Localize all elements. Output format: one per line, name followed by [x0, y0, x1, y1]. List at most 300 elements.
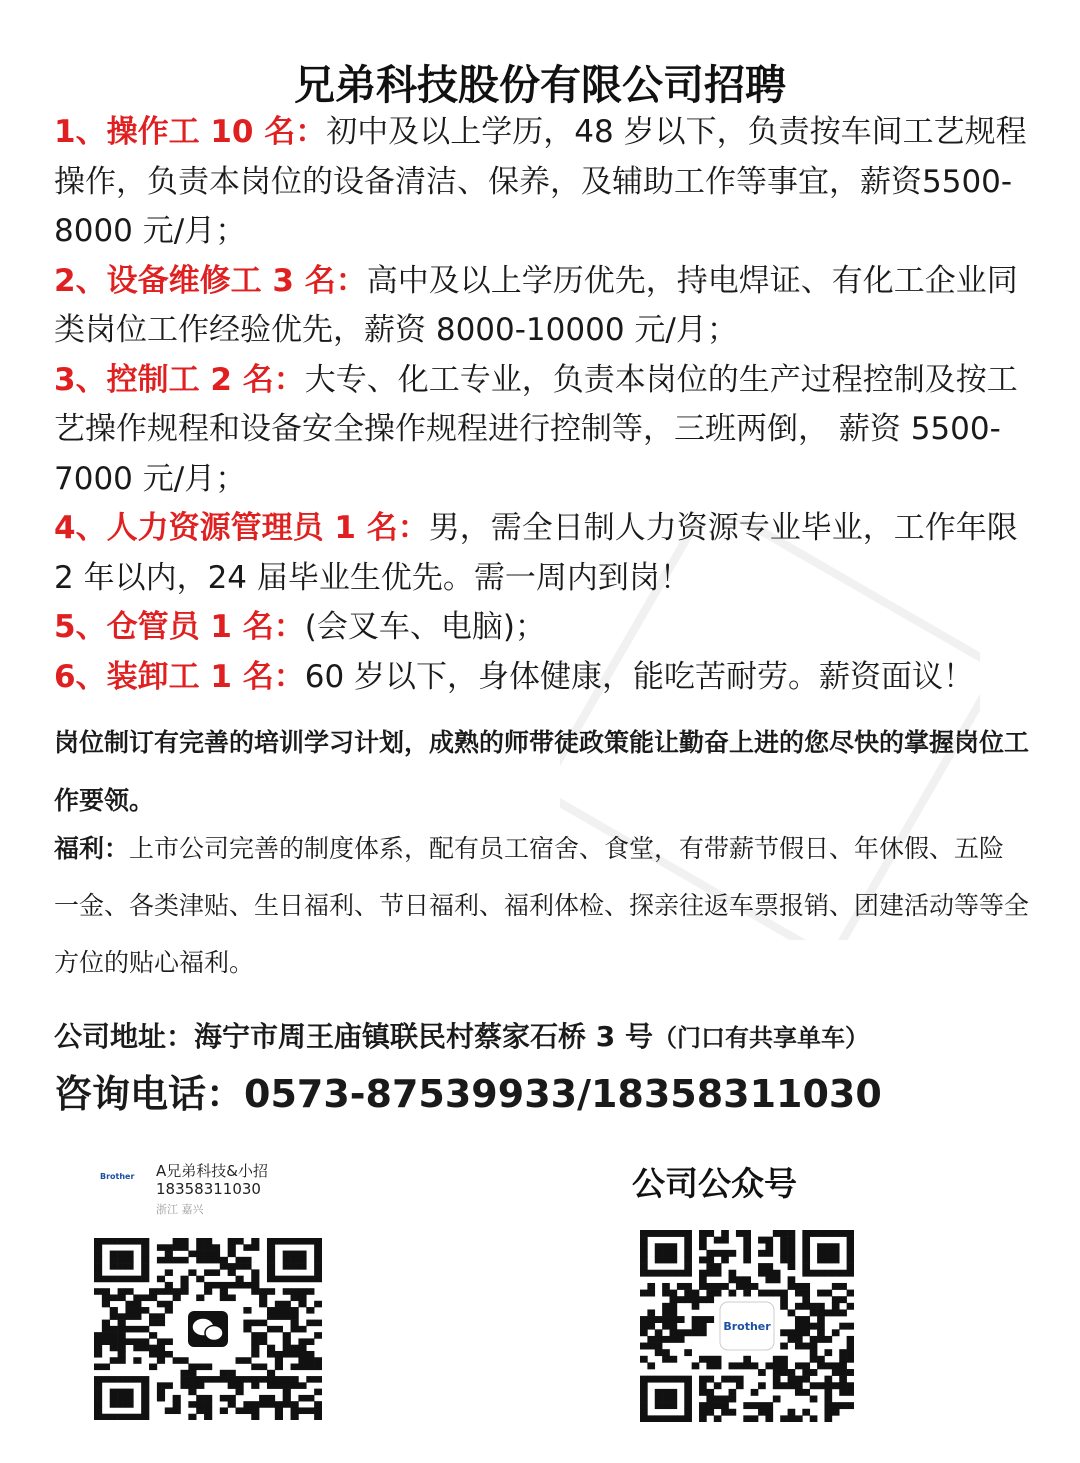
qr-module [94, 1238, 102, 1245]
qr-module [94, 1257, 102, 1264]
qr-module [133, 1338, 141, 1345]
qr-module [251, 1407, 259, 1414]
qr-module [780, 1369, 788, 1376]
qr-module [118, 1320, 126, 1327]
qr-module [780, 1243, 788, 1250]
qr-module [204, 1414, 212, 1420]
qr-module [824, 1230, 832, 1237]
qr-module [180, 1376, 188, 1383]
qr-module [188, 1251, 196, 1258]
qr-module [243, 1401, 251, 1408]
qr-module [118, 1376, 126, 1383]
qr-module [751, 1362, 759, 1369]
qr-module [236, 1263, 244, 1270]
qr-module [810, 1349, 818, 1356]
qr-module [283, 1238, 291, 1245]
qr-module [283, 1307, 291, 1314]
qr-module [196, 1257, 204, 1264]
qr-module [824, 1402, 832, 1409]
qr-module [788, 1415, 796, 1422]
qr-module [110, 1307, 118, 1314]
qr-module [699, 1323, 707, 1330]
job-description: 初中及以上学历，48 岁以下，负责按车间工艺规程操作，负责本岗位的设备清洁、保养，及辅助工作等事宜，薪资5500-8000 元/月； [54, 114, 1027, 249]
qr-module [118, 1238, 126, 1245]
qr-module [795, 1415, 803, 1422]
qr-module [188, 1269, 196, 1276]
qr-module [141, 1251, 149, 1258]
qr-module [802, 1237, 810, 1244]
qr-module [283, 1395, 291, 1402]
qr-module [306, 1338, 314, 1345]
qr-module [165, 1338, 173, 1345]
qr-module [773, 1270, 781, 1277]
qr-module [788, 1250, 796, 1257]
qr-module [220, 1257, 228, 1264]
qr-module [736, 1382, 744, 1389]
qr-module [275, 1276, 283, 1283]
qr-module [670, 1290, 678, 1297]
qr-module [298, 1407, 306, 1414]
qr-module [125, 1313, 133, 1320]
qr-module [802, 1296, 810, 1303]
qr-module [204, 1251, 212, 1258]
qr-module [847, 1369, 854, 1376]
qr-module [640, 1396, 648, 1403]
qr-module [212, 1257, 220, 1264]
qr-module [251, 1332, 259, 1339]
qr-module [706, 1356, 714, 1363]
qr-module [706, 1409, 714, 1416]
qr-module [817, 1256, 825, 1263]
qr-module [94, 1401, 102, 1408]
qr-module [180, 1282, 188, 1289]
qr-module [655, 1389, 663, 1396]
qr-module [118, 1401, 126, 1408]
qr-module [810, 1356, 818, 1363]
qr-module [94, 1407, 102, 1414]
qr-module [824, 1270, 832, 1277]
qr-module [692, 1323, 700, 1330]
qr-module [228, 1282, 236, 1289]
qr-module [788, 1336, 796, 1343]
qr-module [824, 1250, 832, 1257]
qr-module [847, 1382, 854, 1389]
qr-module [773, 1230, 781, 1237]
qr-module [283, 1313, 291, 1320]
qr-module [677, 1283, 685, 1290]
qr-module [259, 1401, 267, 1408]
qr-module [94, 1376, 102, 1383]
qr-module [251, 1376, 259, 1383]
qr-module [817, 1309, 825, 1316]
qr-module [706, 1389, 714, 1396]
qr-module [141, 1294, 149, 1301]
qr-module [259, 1332, 267, 1339]
qr-module [212, 1282, 220, 1289]
qr-module [810, 1343, 818, 1350]
qr-module [251, 1345, 259, 1352]
qr-module [149, 1364, 157, 1371]
qr-module [141, 1307, 149, 1314]
qr-module [251, 1401, 259, 1408]
qr-module [118, 1326, 126, 1333]
qr-module [839, 1296, 847, 1303]
qr-module [228, 1294, 236, 1301]
qr-module [788, 1369, 796, 1376]
qr-module [125, 1288, 133, 1295]
qr-module [204, 1257, 212, 1264]
qr-module [817, 1243, 825, 1250]
qr-module [640, 1382, 648, 1389]
qr-module [839, 1323, 847, 1330]
qr-module [662, 1349, 670, 1356]
qr-module [847, 1323, 854, 1330]
qr-module [149, 1351, 157, 1358]
qr-module [832, 1296, 840, 1303]
qr-module [824, 1349, 832, 1356]
qr-module [847, 1356, 854, 1363]
qr-module [684, 1376, 692, 1383]
qr-module [283, 1251, 291, 1258]
qr-module [714, 1263, 722, 1270]
qr-module [795, 1290, 803, 1297]
qr-module [141, 1269, 149, 1276]
qr-module [832, 1409, 840, 1416]
qr-module [118, 1263, 126, 1270]
job-heading: 3、控制工 2 名： [54, 361, 305, 398]
qr-module [196, 1407, 204, 1414]
qr-module [670, 1303, 678, 1310]
qr-module [706, 1396, 714, 1403]
qr-module [817, 1290, 825, 1297]
qr-module [647, 1316, 655, 1323]
qr-module [795, 1303, 803, 1310]
qr-module [832, 1256, 840, 1263]
qr-module [314, 1414, 322, 1420]
qr-module [251, 1382, 259, 1389]
qr-module [706, 1296, 714, 1303]
qr-module [141, 1345, 149, 1352]
qr-module [839, 1349, 847, 1356]
qr-module [729, 1396, 737, 1403]
qr-module [780, 1343, 788, 1350]
qr-module [817, 1303, 825, 1310]
qr-module [839, 1362, 847, 1369]
qr-module [291, 1414, 299, 1420]
qr-module [670, 1309, 678, 1316]
qr-module [259, 1364, 267, 1371]
qr-module [236, 1257, 244, 1264]
qr-module [640, 1389, 648, 1396]
qr-module [204, 1282, 212, 1289]
qr-module [736, 1230, 744, 1237]
qr-module [243, 1407, 251, 1414]
qr-module [780, 1290, 788, 1297]
qr-module [765, 1263, 773, 1270]
qr-module [298, 1338, 306, 1345]
address-value: 海宁市周王庙镇联民村蔡家石桥 3 号 [194, 1020, 653, 1053]
qr-module [795, 1389, 803, 1396]
qr-module [699, 1389, 707, 1396]
qr-module [110, 1332, 118, 1339]
qr-module [706, 1250, 714, 1257]
qr-module [662, 1396, 670, 1403]
qr-module [157, 1313, 165, 1320]
qr-module [133, 1345, 141, 1352]
qr-module [306, 1376, 314, 1383]
qr-module [670, 1230, 678, 1237]
qr-module [110, 1345, 118, 1352]
qr-module [94, 1382, 102, 1389]
qr-module [729, 1250, 737, 1257]
qr-module [692, 1316, 700, 1323]
qr-module [110, 1294, 118, 1301]
qr-module [165, 1407, 173, 1414]
qr-module [743, 1256, 751, 1263]
qr-module [647, 1323, 655, 1330]
qr-module [173, 1401, 181, 1408]
qr-module [758, 1290, 766, 1297]
qr-module [655, 1349, 663, 1356]
qr-module [141, 1263, 149, 1270]
qr-module [110, 1389, 118, 1396]
qr-module [706, 1402, 714, 1409]
qr-module [765, 1250, 773, 1257]
official-account-qr-code[interactable] [640, 1230, 854, 1422]
qr-module [110, 1414, 118, 1420]
qr-module [758, 1237, 766, 1244]
qr-module [832, 1382, 840, 1389]
qr-module [125, 1238, 133, 1245]
qr-module [684, 1396, 692, 1403]
welfare-text: 上市公司完善的制度体系，配有员工宿舍、食堂，有带薪节假日、年休假、五险一金、各类津贴、生日福利、节日福利、福利体检、探亲往返车票报销、团建活动等等全方位的贴心福利。 [54, 834, 1030, 977]
qr-module [173, 1407, 181, 1414]
qr-module [824, 1362, 832, 1369]
address-note: （门口有共享单车） [653, 1024, 869, 1052]
job-description: 大专、化工专业，负责本岗位的生产过程控制及按工艺操作规程和设备安全操作规程进行控制等，三班两倒， 薪资 5500-7000 元/月； [54, 361, 1018, 497]
qr-module [721, 1256, 729, 1263]
qr-module [699, 1409, 707, 1416]
qr-module [291, 1326, 299, 1333]
qr-module [640, 1376, 648, 1383]
qr-module [765, 1290, 773, 1297]
qr-module [314, 1376, 322, 1383]
qr-module [243, 1376, 251, 1383]
qr-module [291, 1251, 299, 1258]
qr-module [283, 1376, 291, 1383]
qr-module [743, 1230, 751, 1237]
qr-module [291, 1401, 299, 1408]
qr-module [670, 1316, 678, 1323]
qr-module [267, 1351, 275, 1358]
qr-module [149, 1332, 157, 1339]
qr-module [102, 1238, 110, 1245]
qr-module [839, 1389, 847, 1396]
qr-module [188, 1382, 196, 1389]
qr-module [743, 1415, 751, 1422]
qr-module [298, 1351, 306, 1358]
qr-module [817, 1382, 825, 1389]
qr-module [243, 1357, 251, 1364]
qr-module [677, 1316, 685, 1323]
qr-module [824, 1409, 832, 1416]
qr-module [743, 1356, 751, 1363]
qr-module [640, 1237, 648, 1244]
qr-module [780, 1237, 788, 1244]
qr-module [228, 1395, 236, 1402]
qr-module [267, 1276, 275, 1283]
qr-module [251, 1414, 259, 1420]
qr-module [125, 1257, 133, 1264]
qr-module [125, 1301, 133, 1308]
qr-module [721, 1396, 729, 1403]
job-description: 60 岁以下，身体健康，能吃苦耐劳。薪资面议！ [304, 658, 975, 695]
qr-module [647, 1376, 655, 1383]
qr-module [267, 1244, 275, 1251]
qr-module [314, 1332, 322, 1339]
qr-module [291, 1345, 299, 1352]
contact-location: 浙江 嘉兴 [156, 1203, 204, 1216]
qr-module [824, 1396, 832, 1403]
qr-module [291, 1407, 299, 1414]
qr-module [188, 1389, 196, 1396]
qr-module [165, 1351, 173, 1358]
qr-module [110, 1401, 118, 1408]
qr-module [743, 1250, 751, 1257]
qr-module [655, 1402, 663, 1409]
job-description: (会叉车、电脑)； [304, 609, 546, 645]
qr-module [758, 1409, 766, 1416]
qr-module [699, 1276, 707, 1283]
qr-module [788, 1256, 796, 1263]
qr-module [110, 1313, 118, 1320]
qr-module [267, 1345, 275, 1352]
qr-module [102, 1364, 110, 1371]
qr-module [267, 1251, 275, 1258]
qr-module [706, 1283, 714, 1290]
qr-module [847, 1230, 854, 1237]
qr-module [706, 1376, 714, 1383]
qr-module [706, 1290, 714, 1297]
qr-module [670, 1250, 678, 1257]
qr-module [795, 1382, 803, 1389]
qr-module [125, 1326, 133, 1333]
qr-module [275, 1307, 283, 1314]
qr-module [236, 1389, 244, 1396]
qr-module [141, 1407, 149, 1414]
qr-module [802, 1290, 810, 1297]
qr-module [743, 1276, 751, 1283]
qr-module [765, 1402, 773, 1409]
qr-module [94, 1395, 102, 1402]
qr-module [291, 1364, 299, 1371]
qr-module [655, 1343, 663, 1350]
qr-module [196, 1238, 204, 1245]
qr-module [751, 1283, 759, 1290]
qr-module [306, 1320, 314, 1327]
qr-module [699, 1270, 707, 1277]
qr-module [795, 1323, 803, 1330]
qr-module [729, 1376, 737, 1383]
qr-module [94, 1364, 102, 1371]
qr-module [180, 1257, 188, 1264]
qr-module [736, 1276, 744, 1283]
qr-module [817, 1336, 825, 1343]
qr-module [714, 1250, 722, 1257]
qr-module [765, 1243, 773, 1250]
qr-module [180, 1288, 188, 1295]
qr-module [729, 1276, 737, 1283]
qr-module [102, 1320, 110, 1327]
qr-module [810, 1230, 818, 1237]
qr-module [165, 1382, 173, 1389]
qr-module [847, 1303, 854, 1310]
job-heading: 4、人力资源管理员 1 名： [54, 510, 429, 546]
qr-module [670, 1336, 678, 1343]
training-note: 岗位制订有完善的培训学习计划，成熟的师带徒政策能让勤奋上进的您尽快的掌握岗位工作要领。 [54, 728, 1030, 815]
qr-module [251, 1282, 259, 1289]
qr-module [298, 1294, 306, 1301]
qr-module [751, 1389, 759, 1396]
qr-module [684, 1389, 692, 1396]
qr-module [141, 1257, 149, 1264]
qr-module [157, 1320, 165, 1327]
contact-name: A兄弟科技&小招 [156, 1162, 268, 1180]
qr-module [220, 1407, 228, 1414]
qr-module [157, 1301, 165, 1308]
qr-module [662, 1336, 670, 1343]
qr-module [94, 1338, 102, 1345]
wechat-qr-code[interactable] [94, 1238, 322, 1420]
qr-module [684, 1409, 692, 1416]
qr-module [267, 1288, 275, 1295]
qr-module [655, 1396, 663, 1403]
qr-module [275, 1357, 283, 1364]
qr-module [699, 1415, 707, 1422]
qr-module [283, 1351, 291, 1358]
qr-module [802, 1409, 810, 1416]
qr-module [677, 1329, 685, 1336]
qr-module [699, 1402, 707, 1409]
qr-module [839, 1283, 847, 1290]
qr-module [640, 1323, 648, 1330]
qr-module [196, 1395, 204, 1402]
qr-module [102, 1288, 110, 1295]
qr-module [298, 1263, 306, 1270]
qr-module [677, 1270, 685, 1277]
qr-module [283, 1276, 291, 1283]
qr-module [655, 1250, 663, 1257]
qr-module [714, 1382, 722, 1389]
qr-module [259, 1288, 267, 1295]
qr-module [267, 1313, 275, 1320]
qr-module [817, 1356, 825, 1363]
qr-module [125, 1251, 133, 1258]
qr-module [149, 1288, 157, 1295]
qr-module [839, 1230, 847, 1237]
qr-module [251, 1238, 259, 1245]
qr-module [204, 1244, 212, 1251]
qr-module [721, 1237, 729, 1244]
qr-module [729, 1290, 737, 1297]
qr-module [165, 1251, 173, 1258]
qr-module [802, 1323, 810, 1330]
qr-module [699, 1356, 707, 1363]
qr-module [802, 1376, 810, 1383]
qr-module [677, 1376, 685, 1383]
qr-module [102, 1338, 110, 1345]
qr-module [283, 1389, 291, 1396]
